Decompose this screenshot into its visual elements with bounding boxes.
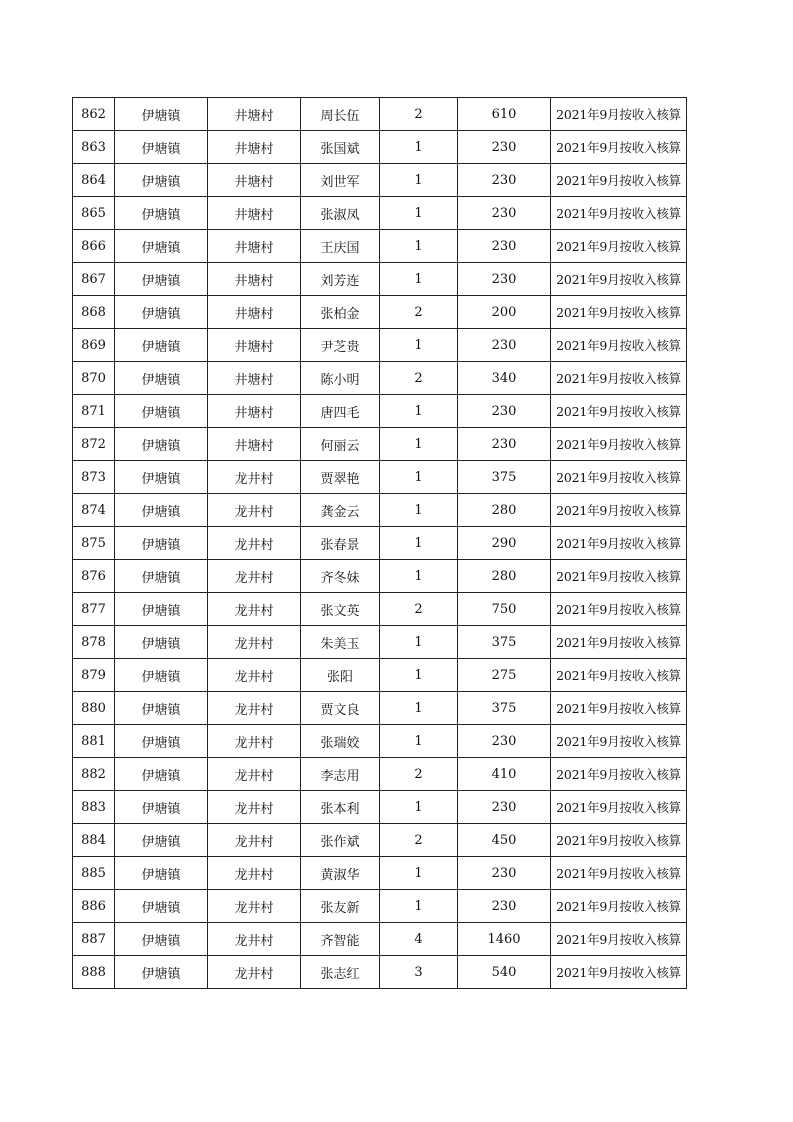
cell-household-size: 1 (380, 263, 458, 296)
cell-town: 伊塘镇 (115, 362, 208, 395)
cell-village: 龙井村 (208, 725, 301, 758)
cell-village: 龙井村 (208, 923, 301, 956)
cell-index: 884 (73, 824, 115, 857)
cell-note: 2021年9月按收入核算 (551, 164, 687, 197)
cell-index: 868 (73, 296, 115, 329)
cell-note: 2021年9月按收入核算 (551, 197, 687, 230)
cell-name: 齐智能 (301, 923, 380, 956)
cell-town: 伊塘镇 (115, 824, 208, 857)
cell-household-size: 3 (380, 956, 458, 989)
cell-name: 张淑凤 (301, 197, 380, 230)
cell-town: 伊塘镇 (115, 197, 208, 230)
table-row (73, 593, 687, 626)
cell-town: 伊塘镇 (115, 758, 208, 791)
cell-index: 880 (73, 692, 115, 725)
cell-town: 伊塘镇 (115, 626, 208, 659)
cell-note: 2021年9月按收入核算 (551, 428, 687, 461)
cell-note: 2021年9月按收入核算 (551, 263, 687, 296)
cell-note: 2021年9月按收入核算 (551, 527, 687, 560)
cell-household-size: 2 (380, 758, 458, 791)
cell-name: 朱美玉 (301, 626, 380, 659)
cell-name: 龚金云 (301, 494, 380, 527)
cell-amount: 230 (458, 197, 551, 230)
table-row (73, 659, 687, 692)
cell-village: 井塘村 (208, 230, 301, 263)
cell-amount: 230 (458, 857, 551, 890)
cell-village: 井塘村 (208, 263, 301, 296)
cell-note: 2021年9月按收入核算 (551, 890, 687, 923)
cell-name: 张志红 (301, 956, 380, 989)
cell-town: 伊塘镇 (115, 692, 208, 725)
table-body (73, 98, 687, 989)
cell-note: 2021年9月按收入核算 (551, 230, 687, 263)
cell-note: 2021年9月按收入核算 (551, 923, 687, 956)
cell-note: 2021年9月按收入核算 (551, 593, 687, 626)
table-row (73, 824, 687, 857)
cell-amount: 230 (458, 263, 551, 296)
cell-index: 878 (73, 626, 115, 659)
cell-village: 井塘村 (208, 164, 301, 197)
cell-household-size: 1 (380, 164, 458, 197)
table-row (73, 197, 687, 230)
cell-amount: 230 (458, 395, 551, 428)
table-row (73, 494, 687, 527)
cell-household-size: 1 (380, 461, 458, 494)
cell-household-size: 2 (380, 296, 458, 329)
table-row (73, 461, 687, 494)
cell-village: 龙井村 (208, 527, 301, 560)
cell-town: 伊塘镇 (115, 560, 208, 593)
cell-index: 863 (73, 131, 115, 164)
cell-amount: 230 (458, 329, 551, 362)
cell-name: 张友新 (301, 890, 380, 923)
cell-village: 井塘村 (208, 428, 301, 461)
cell-index: 882 (73, 758, 115, 791)
cell-note: 2021年9月按收入核算 (551, 956, 687, 989)
cell-name: 张作斌 (301, 824, 380, 857)
table-row (73, 395, 687, 428)
cell-note: 2021年9月按收入核算 (551, 560, 687, 593)
cell-amount: 280 (458, 494, 551, 527)
cell-amount: 230 (458, 131, 551, 164)
cell-name: 陈小明 (301, 362, 380, 395)
cell-village: 龙井村 (208, 659, 301, 692)
cell-village: 龙井村 (208, 593, 301, 626)
cell-household-size: 1 (380, 659, 458, 692)
cell-amount: 340 (458, 362, 551, 395)
cell-name: 张国斌 (301, 131, 380, 164)
cell-amount: 410 (458, 758, 551, 791)
cell-index: 866 (73, 230, 115, 263)
table-row (73, 263, 687, 296)
cell-amount: 375 (458, 461, 551, 494)
cell-household-size: 1 (380, 395, 458, 428)
data-table (72, 97, 687, 989)
cell-index: 875 (73, 527, 115, 560)
cell-household-size: 1 (380, 527, 458, 560)
cell-note: 2021年9月按收入核算 (551, 494, 687, 527)
cell-town: 伊塘镇 (115, 296, 208, 329)
cell-town: 伊塘镇 (115, 461, 208, 494)
cell-name: 张瑞姣 (301, 725, 380, 758)
table-row (73, 230, 687, 263)
cell-amount: 230 (458, 791, 551, 824)
cell-town: 伊塘镇 (115, 230, 208, 263)
table-row (73, 527, 687, 560)
cell-amount: 230 (458, 164, 551, 197)
cell-index: 886 (73, 890, 115, 923)
cell-index: 870 (73, 362, 115, 395)
cell-household-size: 2 (380, 824, 458, 857)
cell-name: 贾文良 (301, 692, 380, 725)
cell-household-size: 2 (380, 362, 458, 395)
cell-household-size: 1 (380, 890, 458, 923)
cell-household-size: 2 (380, 98, 458, 131)
cell-note: 2021年9月按收入核算 (551, 329, 687, 362)
cell-village: 龙井村 (208, 758, 301, 791)
cell-name: 周长伍 (301, 98, 380, 131)
table-row (73, 131, 687, 164)
cell-town: 伊塘镇 (115, 329, 208, 362)
cell-town: 伊塘镇 (115, 956, 208, 989)
cell-village: 井塘村 (208, 98, 301, 131)
cell-town: 伊塘镇 (115, 98, 208, 131)
cell-note: 2021年9月按收入核算 (551, 98, 687, 131)
cell-amount: 540 (458, 956, 551, 989)
cell-index: 874 (73, 494, 115, 527)
cell-index: 877 (73, 593, 115, 626)
cell-town: 伊塘镇 (115, 593, 208, 626)
cell-index: 871 (73, 395, 115, 428)
cell-town: 伊塘镇 (115, 791, 208, 824)
cell-household-size: 2 (380, 593, 458, 626)
cell-note: 2021年9月按收入核算 (551, 461, 687, 494)
cell-village: 龙井村 (208, 626, 301, 659)
cell-village: 龙井村 (208, 494, 301, 527)
cell-index: 869 (73, 329, 115, 362)
cell-index: 865 (73, 197, 115, 230)
cell-household-size: 1 (380, 560, 458, 593)
cell-household-size: 1 (380, 494, 458, 527)
cell-household-size: 1 (380, 197, 458, 230)
cell-name: 张阳 (301, 659, 380, 692)
cell-town: 伊塘镇 (115, 428, 208, 461)
cell-town: 伊塘镇 (115, 659, 208, 692)
cell-household-size: 1 (380, 725, 458, 758)
cell-town: 伊塘镇 (115, 857, 208, 890)
cell-amount: 375 (458, 626, 551, 659)
cell-note: 2021年9月按收入核算 (551, 824, 687, 857)
cell-note: 2021年9月按收入核算 (551, 362, 687, 395)
cell-town: 伊塘镇 (115, 923, 208, 956)
table-row (73, 296, 687, 329)
cell-index: 862 (73, 98, 115, 131)
table-row (73, 692, 687, 725)
cell-household-size: 1 (380, 230, 458, 263)
cell-amount: 280 (458, 560, 551, 593)
cell-household-size: 4 (380, 923, 458, 956)
cell-index: 885 (73, 857, 115, 890)
cell-name: 刘世军 (301, 164, 380, 197)
cell-name: 张本利 (301, 791, 380, 824)
cell-town: 伊塘镇 (115, 131, 208, 164)
cell-town: 伊塘镇 (115, 263, 208, 296)
cell-town: 伊塘镇 (115, 164, 208, 197)
cell-amount: 230 (458, 890, 551, 923)
cell-index: 876 (73, 560, 115, 593)
cell-amount: 1460 (458, 923, 551, 956)
cell-household-size: 1 (380, 329, 458, 362)
cell-note: 2021年9月按收入核算 (551, 692, 687, 725)
cell-village: 龙井村 (208, 560, 301, 593)
cell-village: 井塘村 (208, 197, 301, 230)
table-row (73, 758, 687, 791)
cell-index: 879 (73, 659, 115, 692)
cell-household-size: 1 (380, 131, 458, 164)
cell-name: 张文英 (301, 593, 380, 626)
cell-town: 伊塘镇 (115, 494, 208, 527)
cell-index: 881 (73, 725, 115, 758)
table-row (73, 725, 687, 758)
cell-amount: 450 (458, 824, 551, 857)
table-row (73, 98, 687, 131)
cell-town: 伊塘镇 (115, 890, 208, 923)
cell-index: 888 (73, 956, 115, 989)
cell-name: 王庆国 (301, 230, 380, 263)
cell-amount: 230 (458, 230, 551, 263)
cell-note: 2021年9月按收入核算 (551, 791, 687, 824)
cell-town: 伊塘镇 (115, 725, 208, 758)
cell-household-size: 1 (380, 428, 458, 461)
table-row (73, 428, 687, 461)
cell-village: 井塘村 (208, 329, 301, 362)
cell-index: 872 (73, 428, 115, 461)
table-row (73, 923, 687, 956)
cell-note: 2021年9月按收入核算 (551, 296, 687, 329)
table-row (73, 857, 687, 890)
cell-village: 井塘村 (208, 395, 301, 428)
cell-name: 李志用 (301, 758, 380, 791)
table-row (73, 890, 687, 923)
table-row (73, 362, 687, 395)
cell-name: 刘芳连 (301, 263, 380, 296)
cell-amount: 275 (458, 659, 551, 692)
cell-amount: 750 (458, 593, 551, 626)
cell-note: 2021年9月按收入核算 (551, 758, 687, 791)
cell-village: 井塘村 (208, 296, 301, 329)
cell-amount: 290 (458, 527, 551, 560)
cell-name: 张柏金 (301, 296, 380, 329)
cell-note: 2021年9月按收入核算 (551, 725, 687, 758)
cell-household-size: 1 (380, 692, 458, 725)
cell-note: 2021年9月按收入核算 (551, 659, 687, 692)
cell-household-size: 1 (380, 626, 458, 659)
cell-name: 唐四毛 (301, 395, 380, 428)
table-row (73, 329, 687, 362)
cell-name: 尹芝贵 (301, 329, 380, 362)
cell-name: 黄淑华 (301, 857, 380, 890)
cell-note: 2021年9月按收入核算 (551, 626, 687, 659)
cell-name: 张春景 (301, 527, 380, 560)
table-row (73, 560, 687, 593)
cell-index: 883 (73, 791, 115, 824)
cell-index: 867 (73, 263, 115, 296)
cell-amount: 610 (458, 98, 551, 131)
cell-index: 873 (73, 461, 115, 494)
cell-village: 龙井村 (208, 857, 301, 890)
cell-amount: 375 (458, 692, 551, 725)
cell-village: 龙井村 (208, 461, 301, 494)
cell-household-size: 1 (380, 791, 458, 824)
cell-village: 龙井村 (208, 824, 301, 857)
table-row (73, 791, 687, 824)
cell-town: 伊塘镇 (115, 527, 208, 560)
cell-village: 龙井村 (208, 890, 301, 923)
cell-town: 伊塘镇 (115, 395, 208, 428)
cell-index: 887 (73, 923, 115, 956)
cell-village: 井塘村 (208, 362, 301, 395)
cell-village: 龙井村 (208, 692, 301, 725)
table-row (73, 956, 687, 989)
cell-amount: 230 (458, 725, 551, 758)
table-row (73, 626, 687, 659)
cell-index: 864 (73, 164, 115, 197)
cell-amount: 230 (458, 428, 551, 461)
cell-village: 龙井村 (208, 956, 301, 989)
cell-village: 龙井村 (208, 791, 301, 824)
cell-household-size: 1 (380, 857, 458, 890)
cell-note: 2021年9月按收入核算 (551, 131, 687, 164)
cell-name: 贾翠艳 (301, 461, 380, 494)
cell-note: 2021年9月按收入核算 (551, 395, 687, 428)
cell-name: 齐冬妹 (301, 560, 380, 593)
cell-note: 2021年9月按收入核算 (551, 857, 687, 890)
cell-village: 井塘村 (208, 131, 301, 164)
cell-amount: 200 (458, 296, 551, 329)
cell-name: 何丽云 (301, 428, 380, 461)
table-row (73, 164, 687, 197)
